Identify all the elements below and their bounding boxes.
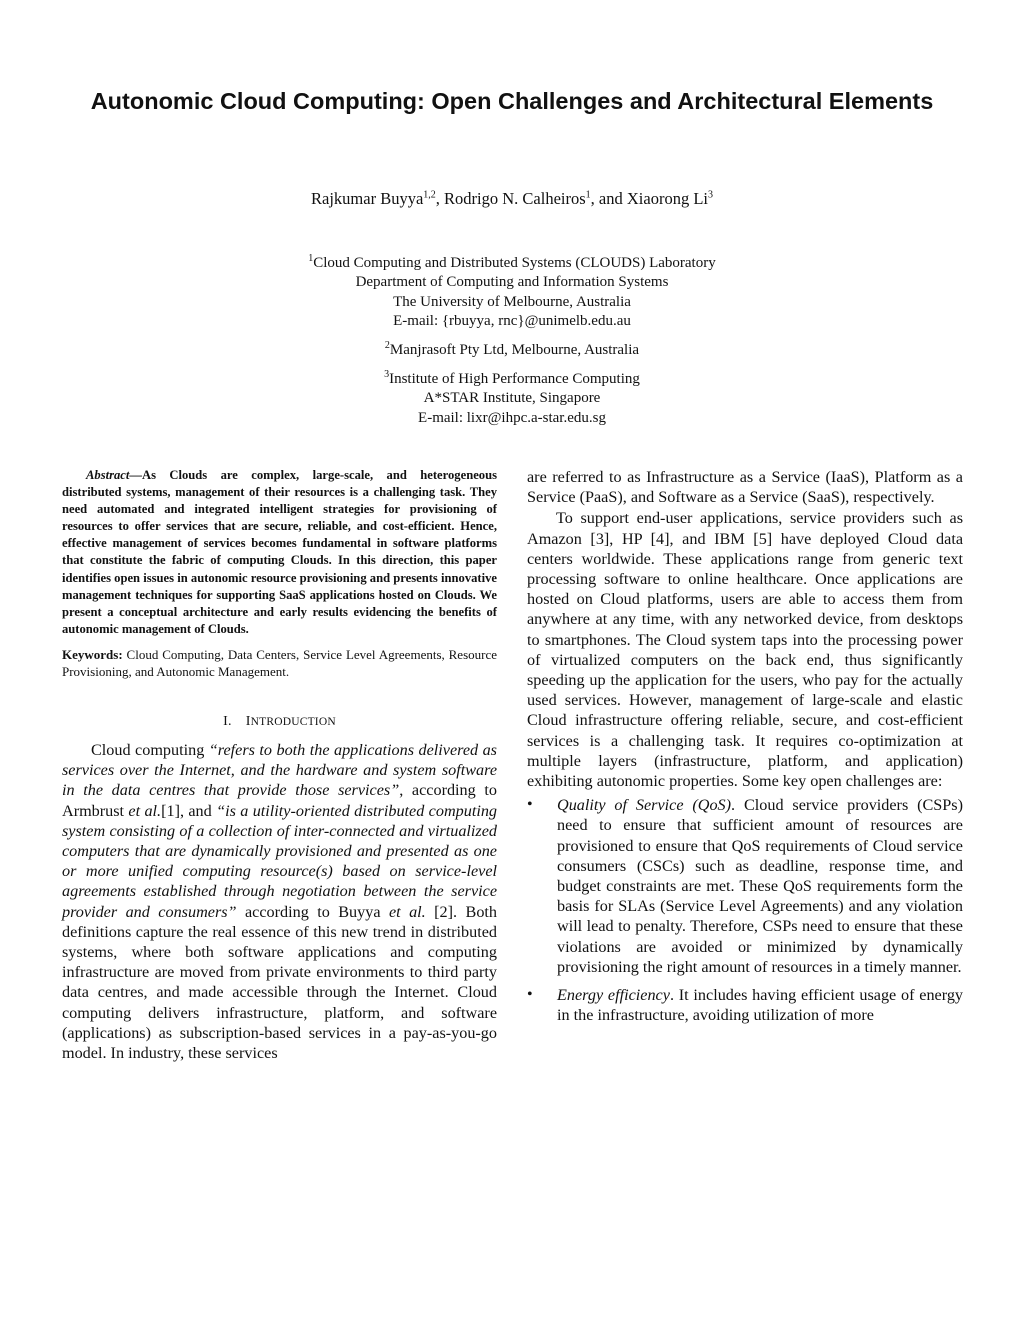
affiliation-block-1	[0, 254, 1024, 331]
citation-etal: et al.	[388, 902, 426, 921]
intro-text: [1], and	[161, 801, 217, 820]
intro-quote-armbrust: “refers to both the applications delivered as services over the Internet, and the hardware and system software in the data centres that provide those services”	[62, 740, 497, 800]
author-name: Rodrigo N. Calheiros	[444, 189, 586, 208]
intro-paragraph-2: To support end-user applications, service providers such as Amazon [3], HP [4], and IBM [5] have deployed Cloud data centers worldwide. These applications range from generic text processing software to online healthcare. Once applications are hosted on Cloud platforms, users are able to access them from anywhere at any time, with any networked device, from desktops to smartphones. The Cloud system taps into the processing power of virtualized computers on the back end, thus significantly speeding up the application for the users, who pay for the actually used services. However, management of large-scale and elastic Cloud infrastructure offering reliable, secure, and cost-efficient services is a challenging task. It requires co-optimization at multiple layers (infrastructure, platform, and application) exhibiting autonomic properties. Some key open challenges are:	[527, 509, 963, 791]
affiliation-line: The University of Melbourne, Australia	[393, 293, 631, 310]
abstract	[62, 467, 497, 638]
section-title-initial: I	[245, 713, 251, 729]
affiliation-text: Cloud Computing and Distributed Systems (CLOUDS) Laboratory	[313, 255, 716, 271]
keywords-text: Cloud Computing, Data Centers, Service Level Agreements, Resource Provisioning, and Autonomic Management.	[62, 646, 497, 680]
bullet-icon: •	[527, 796, 533, 814]
keywords	[62, 646, 497, 681]
affiliation-block-2	[0, 341, 1024, 360]
list-item-lead: Energy efficiency	[557, 986, 670, 1005]
author-affiliation-sup: 1	[585, 189, 591, 201]
list-item	[527, 985, 963, 1025]
abstract-label: Abstract	[86, 468, 130, 482]
section-heading-introduction	[62, 714, 497, 730]
section-title-rest: NTRODUCTION	[250, 715, 336, 728]
author-list	[0, 189, 1024, 209]
intro-text: according to Buyya	[236, 902, 389, 921]
abstract-dash: —	[129, 468, 142, 482]
affiliation-line: A*STAR Institute, Singapore	[423, 390, 601, 407]
author-separator: , and	[590, 189, 627, 208]
affiliation-sup: 3	[384, 369, 390, 380]
citation-etal: et al.	[128, 801, 162, 820]
section-number: I.	[223, 713, 232, 729]
affiliation-sup: 1	[308, 253, 314, 264]
author-affiliation-sup: 1,2	[423, 189, 436, 201]
list-item-text: . It includes having efficient usage of energy in the infrastructure, avoiding utilization of more	[557, 986, 964, 1025]
list-item-lead: Quality of Service (QoS)	[557, 796, 732, 815]
keywords-label: Keywords:	[62, 646, 123, 662]
intro-paragraph-1	[62, 740, 497, 1063]
intro-paragraph-1-continued: are referred to as Infrastructure as a Service (IaaS), Platform as a Service (PaaS), and Software as a Service (SaaS), respectively.	[527, 468, 963, 507]
list-item-text: . Cloud service providers (CSPs) need to ensure that sufficient amount of resources are provisioned to ensure that QoS requirements of Cloud service consumers (CSCs) such as deadline, response time, and budget constraints are met. These QoS requirements form the basis for SLAs (Service Level Agreements) and any violation will lead to penalty. Therefore, CSPs need to ensure that these violations are avoided or minimized by dynamically provisioning the right amount of resources in a timely manner.	[557, 796, 963, 976]
affiliation-text: Institute of High Performance Computing	[389, 371, 640, 387]
bullet-icon: •	[527, 986, 533, 1004]
affiliation-text: Manjrasoft Pty Ltd, Melbourne, Australia	[389, 342, 640, 358]
affiliation-line: Department of Computing and Information Systems	[355, 274, 669, 291]
left-column	[62, 467, 497, 1063]
author-name: Xiaorong Li	[626, 189, 708, 208]
affiliation-line	[0, 254, 1024, 273]
author-name: Rajkumar Buyya	[311, 189, 424, 208]
right-column	[527, 467, 963, 1033]
author-separator: ,	[435, 189, 445, 208]
affiliation-sup: 2	[384, 340, 390, 351]
intro-text: , according to Armbrust	[62, 781, 497, 820]
challenges-list	[527, 795, 963, 1025]
intro-text: [2]. Both definitions capture the real essence of this new trend in distributed systems, where both software applications and computing infrastructure are moved from private environments to third party data centres, and made accessible through the Internet. Cloud computing delivers infrastructure, platform, and software (applications) as subscription-based services in a pay-as-you-go model. In industry, these services	[62, 902, 498, 1062]
page-title: Autonomic Cloud Computing: Open Challenges and Architectural Elements	[90, 88, 934, 114]
author-affiliation-sup: 3	[707, 189, 713, 201]
intro-text: Cloud computing	[91, 740, 209, 759]
affiliation-line	[0, 341, 1024, 360]
affiliation-block-3	[0, 370, 1024, 428]
affiliation-email: E-mail: lixr@ihpc.a-star.edu.sg	[418, 409, 606, 426]
list-item	[527, 795, 963, 977]
affiliation-email: E-mail: {rbuyya, rnc}@unimelb.edu.au	[393, 312, 631, 329]
affiliation-line	[0, 370, 1024, 389]
intro-quote-buyya: “is a utility-oriented distributed computing system consisting of a collection of inter-connected and virtualized computers that are dynamically provisioned and presented as one or more unified computing resource(s) based on service-level agreements established through negotiation between the service provider and consumers”	[62, 801, 498, 921]
abstract-text: As Clouds are complex, large-scale, and heterogeneous distributed systems, management of their resources is a challenging task. They need automated and integrated intelligent strategies for provisioning of resources to offer services that are secure, reliable, and cost-efficient. Hence, effective management of services becomes fundamental in software platforms that constitute the fabric of computing Clouds. In this direction, this paper identifies open issues in autonomic resource provisioning and presents innovative management techniques for supporting SaaS applications hosted on Clouds. We present a conceptual architecture and early results evidencing the benefits of autonomic management of Clouds.	[62, 468, 497, 636]
